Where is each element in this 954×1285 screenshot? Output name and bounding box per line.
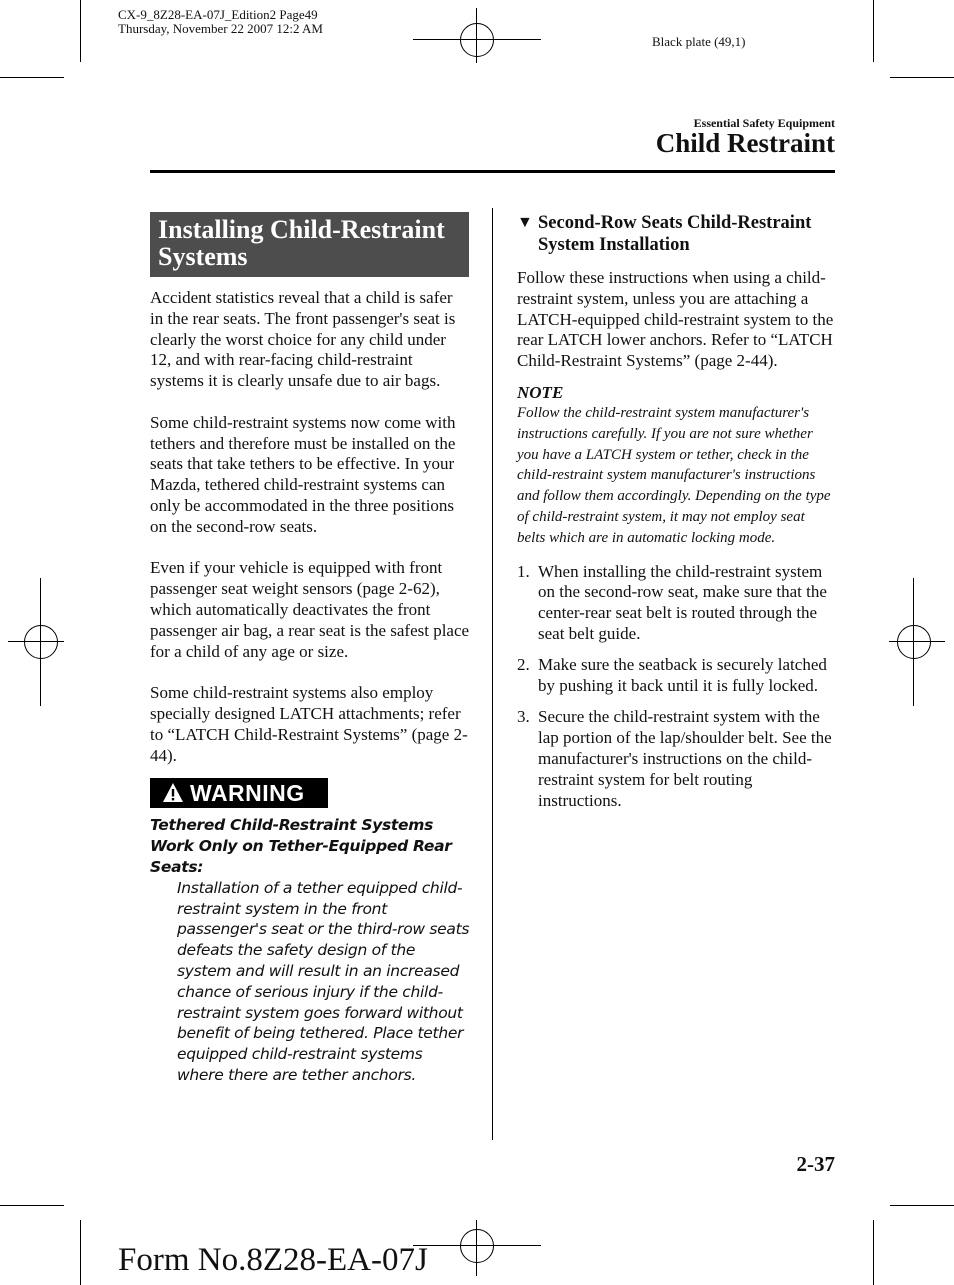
print-job-line: CX-9_8Z28-EA-07J_Edition2 Page49 (118, 7, 318, 22)
section-title: Child Restraint (655, 128, 835, 158)
plate-label: Black plate (49,1) (652, 34, 746, 49)
paragraph: Some child-restraint systems also employ specially designed LATCH attachments; refer to “LATCH Child-Restraint Systems” (page 2-44). (150, 683, 468, 765)
second-row-heading-text: Second-Row Seats Child-Restraint System Installation (538, 213, 812, 255)
list-item (517, 707, 835, 811)
warning-body: Installation of a tether equipped child-restraint system in the front passenger's seat or the third-row seats defeats the safety design of the system and will result in an increased chance of serious injury if the child-restraint system goes forward without benefit of being tethered. Place tether equipped child-restraint systems where there are tether anchors. (177, 878, 470, 1084)
note-text: Follow the child-restraint system manufacturer's instructions carefully. If you are not sure whether you have a LATCH system or tether, check in the child-restraint system manufacturer's instructions and follow them accordingly. Depending on the type of child-restraint system, it may not employ seat belts which are in automatic locking mode. (517, 404, 831, 546)
installation-steps (517, 562, 835, 812)
installing-heading: Installing Child-Restraint Systems (150, 212, 469, 277)
warning-badge (150, 778, 328, 808)
step-number: 1. (517, 561, 530, 581)
left-column (150, 212, 470, 1086)
paragraph: Even if your vehicle is equipped with front passenger seat weight sensors (page 2-62), which automatically deactivates the front passenger air bag, a rear seat is the safest place for a child of any age or size. (150, 558, 470, 661)
warning-title: Tethered Child-Restraint Systems Work Only on Tether-Equipped Rear Seats: (150, 816, 452, 876)
step-text: Make sure the seatback is securely latched by pushing it back until it is fully locked. (538, 655, 827, 696)
print-date-line: Thursday, November 22 2007 12:2 AM (118, 21, 323, 36)
list-item (517, 655, 835, 697)
note-label: NOTE (517, 382, 564, 402)
list-item (517, 562, 835, 645)
step-number: 3. (517, 707, 530, 727)
paragraph: Some child-restraint systems now come with tethers and therefore must be installed on the seats that take tethers to be effective. In your Mazda, tethered child-restraint systems can only be accommodated in the three positions on the second-row seats. (150, 412, 456, 536)
header-rule (150, 170, 835, 173)
section-label: Essential Safety Equipment (693, 116, 835, 130)
step-text: When installing the child-restraint system on the second-row seat, make sure that the center-rear seat belt is routed through the seat belt guide. (538, 561, 827, 643)
instructions-intro: Follow these instructions when using a child-restraint system, unless you are attaching a LATCH-equipped child-restraint system to the rear LATCH lower anchors. Refer to “LATCH Child-Restraint Systems” (page 2-44). (517, 268, 834, 371)
warning-label: WARNING (190, 779, 305, 806)
column-divider (492, 208, 493, 1140)
second-row-heading (517, 212, 835, 256)
step-number: 2. (517, 655, 530, 675)
intro-paragraphs (150, 288, 470, 766)
step-text: Secure the child-restraint system with the lap portion of the lap/shoulder belt. See the manufacturer's instructions on the child-restraint system for belt routing instructions. (538, 707, 832, 810)
page-number: 2-37 (796, 1152, 835, 1176)
print-job-info (118, 8, 323, 36)
paragraph: Accident statistics reveal that a child is safer in the rear seats. The front passenger's seat is clearly the worst choice for any child under 12, and with rear-facing child-restraint systems it is clearly unsafe due to air bags. (150, 288, 456, 391)
warning-triangle-icon (162, 782, 184, 804)
right-column (517, 212, 835, 811)
down-triangle-icon: ▼ (517, 214, 533, 231)
form-number: Form No.8Z28-EA-07J (118, 1242, 428, 1278)
